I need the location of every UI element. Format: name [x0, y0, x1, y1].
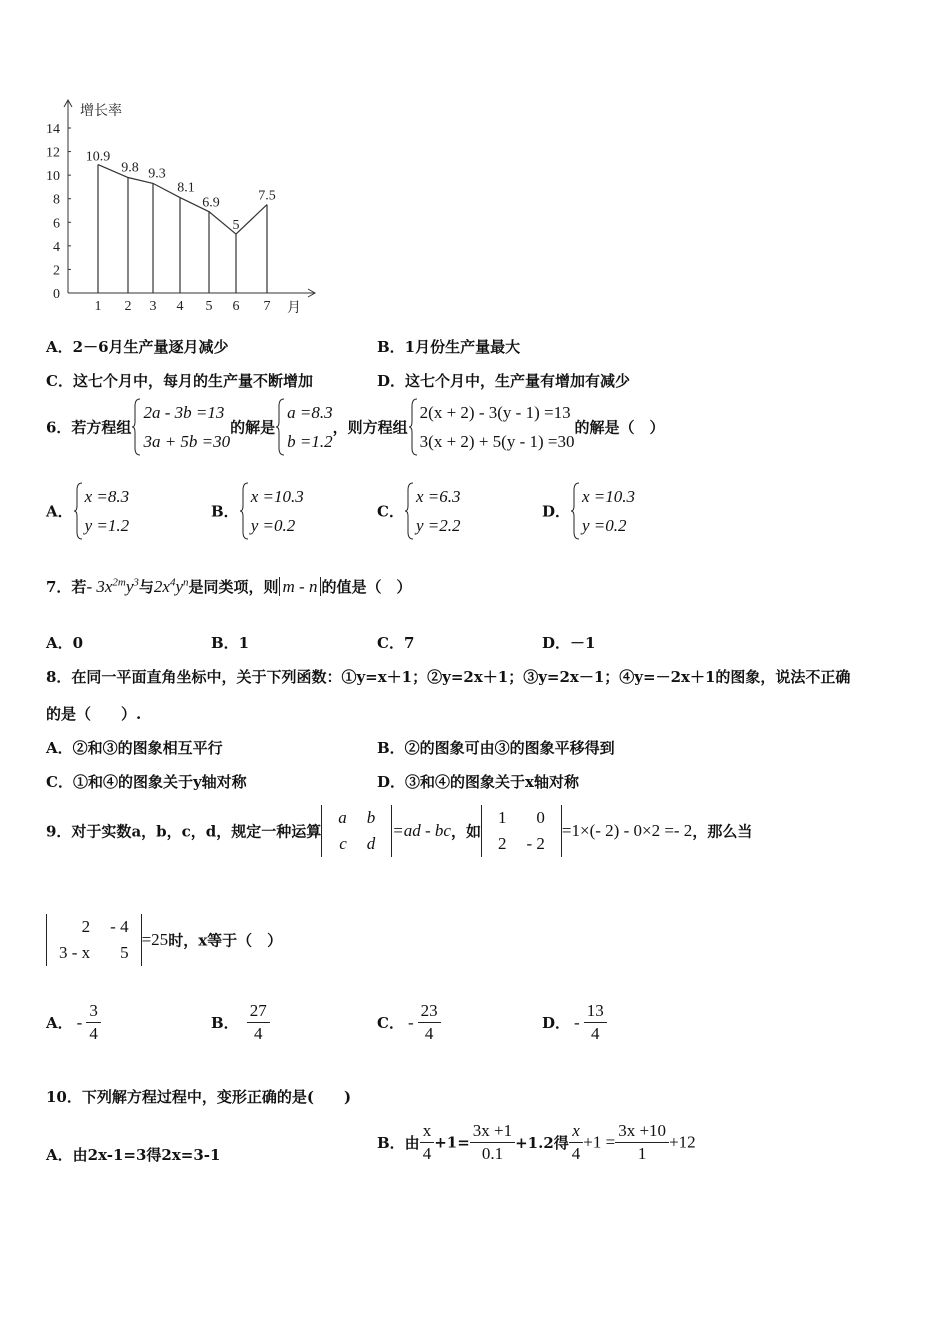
question-6 — [46, 398, 665, 456]
x-axis-label: 月 — [287, 300, 301, 316]
q6-tail: 的解是（ ） — [574, 418, 665, 437]
q7-term2: $2x^4y^n$ — [153, 576, 189, 596]
y-axis-label: 增长率 — [80, 103, 122, 119]
y-tick-label: 6 — [53, 216, 60, 232]
q9-option-d[interactable]: D． - $\frac{13}{4}$ — [542, 1000, 607, 1045]
q10-stem: 10．下列解方程过程中，变形正确的是( ) — [46, 1088, 352, 1106]
q5-option-b[interactable]: B．1月份生产量最大 — [377, 338, 521, 356]
q8-option-d[interactable]: D．③和④的图象关于x轴对称 — [377, 773, 579, 791]
data-label: 8.1 — [177, 180, 195, 196]
q6-system-2: a =8.3 b =1.2 — [275, 398, 332, 456]
q6-option-c[interactable]: C． x =6.3 y =2.2 — [377, 482, 460, 540]
q7-term1: - $3x^{2m}y^3$ — [86, 576, 139, 596]
data-label: 10.9 — [85, 149, 111, 165]
q8-option-b[interactable]: B．②的图象可由③的图象平移得到 — [377, 739, 615, 757]
q6-lead: 6．若方程组 — [46, 418, 132, 437]
q9-determinant-def: a b c d — [321, 805, 392, 857]
y-tick-label: 12 — [46, 145, 60, 161]
data-label: 5 — [232, 218, 240, 234]
q6-option-d[interactable]: D． x =10.3 y =0.2 — [542, 482, 635, 540]
q9-option-c[interactable]: C． - $\frac{23}{4}$ — [377, 1000, 441, 1045]
y-tick-label: 14 — [46, 122, 60, 137]
y-tick-label: 10 — [46, 169, 60, 185]
y-tick-label: 4 — [53, 239, 60, 255]
question-7: 7．若- $3x^{2m}y^3$与$2x^4y^n$是同类项，则 m - n 的值是（ ） — [46, 576, 412, 596]
x-tick-label: 5 — [205, 299, 213, 314]
y-tick-label: 0 — [53, 287, 60, 302]
x-tick-label: 6 — [232, 299, 240, 314]
q10-option-a[interactable]: A．由2x-1=3得2x=3-1 — [46, 1146, 221, 1164]
q8-option-a[interactable]: A．②和③的图象相互平行 — [46, 739, 223, 757]
y-tick-label: 2 — [53, 263, 60, 279]
q6-system-3: 2(x + 2) - 3(y - 1) =13 3(x + 2) + 5(y - 1) =30 — [408, 398, 575, 456]
q6-option-a[interactable]: A． x =8.3 y =1.2 — [46, 482, 129, 540]
x-tick-label: 3 — [149, 299, 157, 314]
q8-stem-line2: 的是（ ）. — [46, 705, 142, 723]
q9-determinant-condition: 2 - 4 3 - x 5 — [46, 914, 142, 966]
q5-option-c[interactable]: C．这七个月中，每月的生产量不断增加 — [46, 372, 313, 390]
x-tick-label: 1 — [94, 299, 102, 314]
q7-option-b[interactable]: B．1 — [211, 634, 250, 652]
data-label: 9.8 — [121, 160, 139, 176]
q7-option-c[interactable]: C．7 — [377, 634, 415, 652]
q7-option-d[interactable]: D．－1 — [542, 634, 596, 652]
growth-rate-chart — [30, 88, 330, 320]
x-tick-label: 4 — [176, 299, 184, 314]
q6-system-1: 2a - 3b =13 3a + 5b =30 — [131, 398, 230, 456]
data-label: 7.5 — [258, 188, 276, 204]
q8-option-c[interactable]: C．①和④的图象关于y轴对称 — [46, 773, 247, 791]
q7-option-a[interactable]: A．0 — [46, 634, 84, 652]
question-9: 9．对于实数a，b，c，d，规定一种运算 a b c d =ad - bc，如 1 0 2 - 2 =1×(- 2) - 0×2 =- 2，那么当 — [46, 805, 752, 857]
q9-option-b[interactable]: B． $\frac{27}{4}$ — [211, 1000, 270, 1045]
data-label: 6.9 — [202, 195, 220, 211]
q6-mid1: 的解是 — [230, 418, 276, 437]
q9-determinant-example: 1 0 2 - 2 — [481, 805, 562, 857]
q6-option-b[interactable]: B． x =10.3 y =0.2 — [211, 482, 304, 540]
y-tick-label: 8 — [53, 192, 60, 208]
q8-stem-line1: 8．在同一平面直角坐标中，关于下列函数：①y=x＋1；②y=2x＋1；③y=2x－1；④y=－2x＋1的图象，说法不正确 — [46, 668, 851, 686]
q9-condition: 2 - 4 3 - x 5 =25时，x等于（ ） — [46, 914, 282, 966]
q6-mid2: ，则方程组 — [332, 418, 408, 437]
x-tick-label: 7 — [263, 299, 271, 314]
x-tick-label: 2 — [124, 299, 132, 314]
q5-option-a[interactable]: A．2－6月生产量逐月减少 — [46, 338, 229, 356]
q7-abs-value: m - n — [279, 577, 322, 596]
q9-option-a[interactable]: A． - $\frac{3}{4}$ — [46, 1000, 101, 1045]
q10-option-b[interactable]: B．由 $\frac{x}{4}$ +1= $\frac{3x +1}{0.1}$ +1.2得 $\frac{x}{4}$ +1 = $\frac{3x +10}{1}$ +12 — [377, 1121, 696, 1163]
data-label: 9.3 — [148, 166, 166, 182]
q5-option-d[interactable]: D．这七个月中，生产量有增加有减少 — [377, 372, 631, 390]
